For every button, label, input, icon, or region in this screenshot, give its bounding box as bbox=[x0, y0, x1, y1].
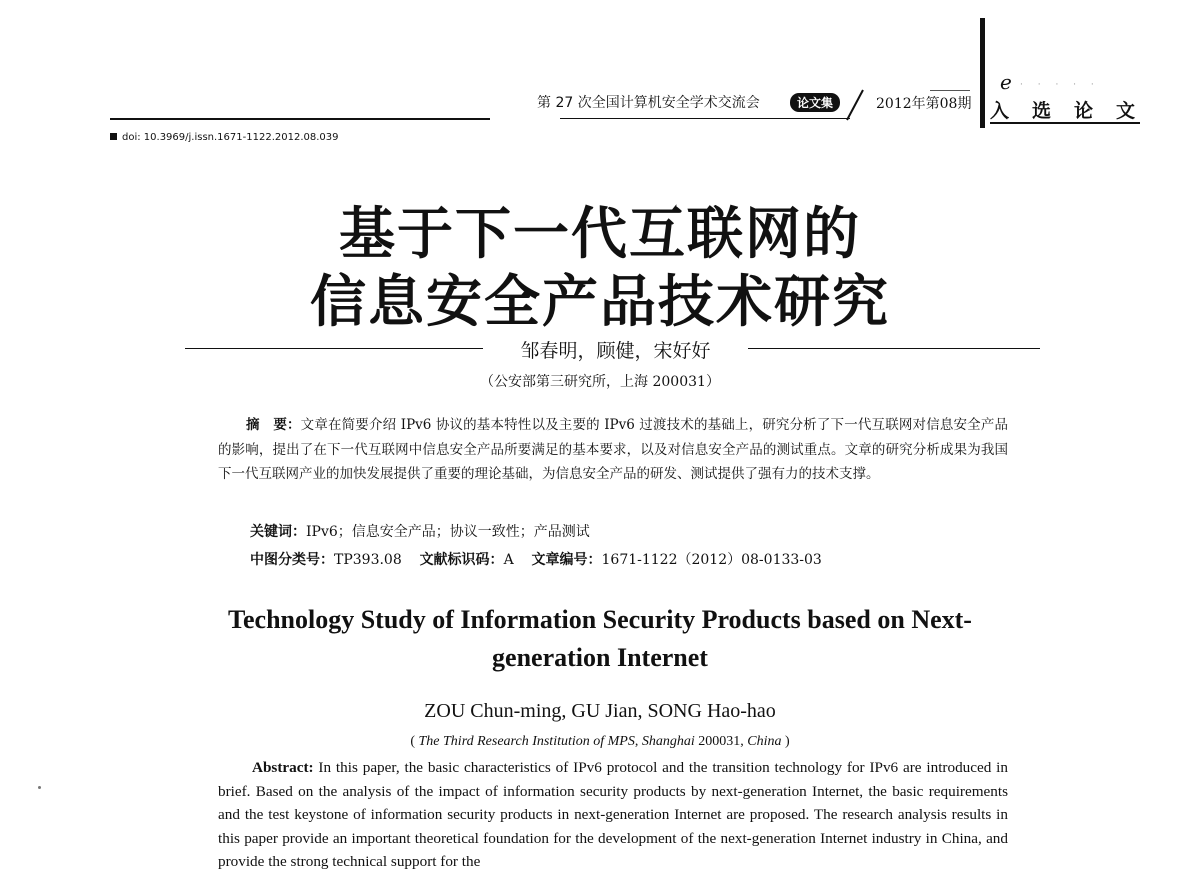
doi-square-icon bbox=[110, 133, 117, 140]
abstract-cn-label: 摘 要： bbox=[246, 417, 301, 433]
keywords-cn bbox=[250, 521, 590, 541]
affil-postcode: 200031, bbox=[694, 734, 748, 749]
paper-title-line-1: 基于下一代互联网的 bbox=[339, 201, 861, 267]
authors-cn: 邹春明，顾健，宋好好 bbox=[520, 340, 711, 362]
keywords-cn-text: IPv6；信息安全产品；协议一致性；产品测试 bbox=[306, 524, 590, 540]
issue-label: 2012年第08期 bbox=[876, 96, 972, 112]
authors-rule-right bbox=[748, 348, 1040, 349]
english-title-line-1: Technology Study of Information Security Products based on Next- bbox=[228, 605, 972, 634]
affil-close: ) bbox=[781, 734, 790, 749]
header-small-rule bbox=[930, 90, 970, 91]
authors-rule-left bbox=[185, 348, 483, 349]
doi-line bbox=[110, 132, 339, 143]
abstract-en bbox=[218, 756, 1008, 874]
journal-mark-icon: e bbox=[1000, 70, 1012, 94]
abstract-en-label: Abstract: bbox=[252, 759, 314, 776]
header-rule-right bbox=[990, 122, 1140, 124]
abstract-cn-text: 文章在简要介绍 IPv6 协议的基本特性以及主要的 IPv6 过渡技术的基础上，研究分析了下一代互联网对信息安全产品的影响，提出了在下一代互联网中信息安全产品所要满足的基本要求，以及对信息安全产品的测试重点。文章的研究分析成果为我国下一代互联网产业的加快发展提供了重要的理论基础，为信息安全产品的研发、测试提供了强有力的技术支撑。 bbox=[218, 417, 1009, 482]
affil-open: ( bbox=[410, 734, 419, 749]
conference-name: 第 27 次全国计算机安全学术交流会 bbox=[537, 95, 760, 111]
doi-text: doi: 10.3969/j.issn.1671-1122.2012.08.039 bbox=[122, 132, 339, 143]
affil-institution: The Third Research Institution of MPS bbox=[418, 734, 635, 749]
header-rule-left bbox=[110, 118, 490, 120]
clc-value: TP393.08 bbox=[334, 552, 402, 568]
doc-code-label: 文献标识码： bbox=[419, 552, 504, 568]
selected-papers-label: 入选论文 bbox=[990, 100, 1159, 122]
article-number-value: 1671-1122（2012）08-0133-03 bbox=[601, 552, 822, 568]
english-title-line-2: generation Internet bbox=[492, 643, 708, 672]
affil-sep: , bbox=[634, 734, 642, 749]
header-slash bbox=[846, 90, 864, 121]
paper-title-line-2: 信息安全产品技术研究 bbox=[310, 269, 890, 335]
doc-code-value: A bbox=[503, 552, 514, 568]
header-faint-dots: · · · · · bbox=[1020, 80, 1100, 90]
affil-country: China bbox=[747, 734, 782, 749]
keywords-cn-label: 关键词： bbox=[250, 524, 306, 540]
proceedings-badge: 论文集 bbox=[790, 93, 840, 112]
affiliation-en bbox=[0, 734, 1200, 750]
article-number-label: 文章编号： bbox=[531, 552, 602, 568]
classification-line bbox=[250, 549, 822, 569]
abstract-en-text: In this paper, the basic characteristics of IPv6 protocol and the transition technology for IPv6 are introduced in brief. Based on the analysis of the impact of information security products by next-generation Internet, the basic requirements and the test keystone of information security products in next-generation Internet are proposed. The research analysis results in this paper provide an important theoretical foundation for the development of the next-generation Internet industry in China, and provide the strong technical support for the bbox=[218, 759, 1008, 870]
affiliation-cn: （公安部第三研究所，上海 200031） bbox=[480, 374, 720, 390]
affil-city: Shanghai bbox=[641, 734, 695, 749]
header-vertical-bar bbox=[980, 18, 985, 128]
clc-label: 中图分类号： bbox=[250, 552, 334, 568]
authors-en: ZOU Chun-ming, GU Jian, SONG Hao-hao bbox=[424, 700, 776, 722]
conference-underline bbox=[560, 118, 850, 119]
abstract-cn bbox=[218, 413, 1008, 487]
margin-dot bbox=[38, 786, 41, 789]
